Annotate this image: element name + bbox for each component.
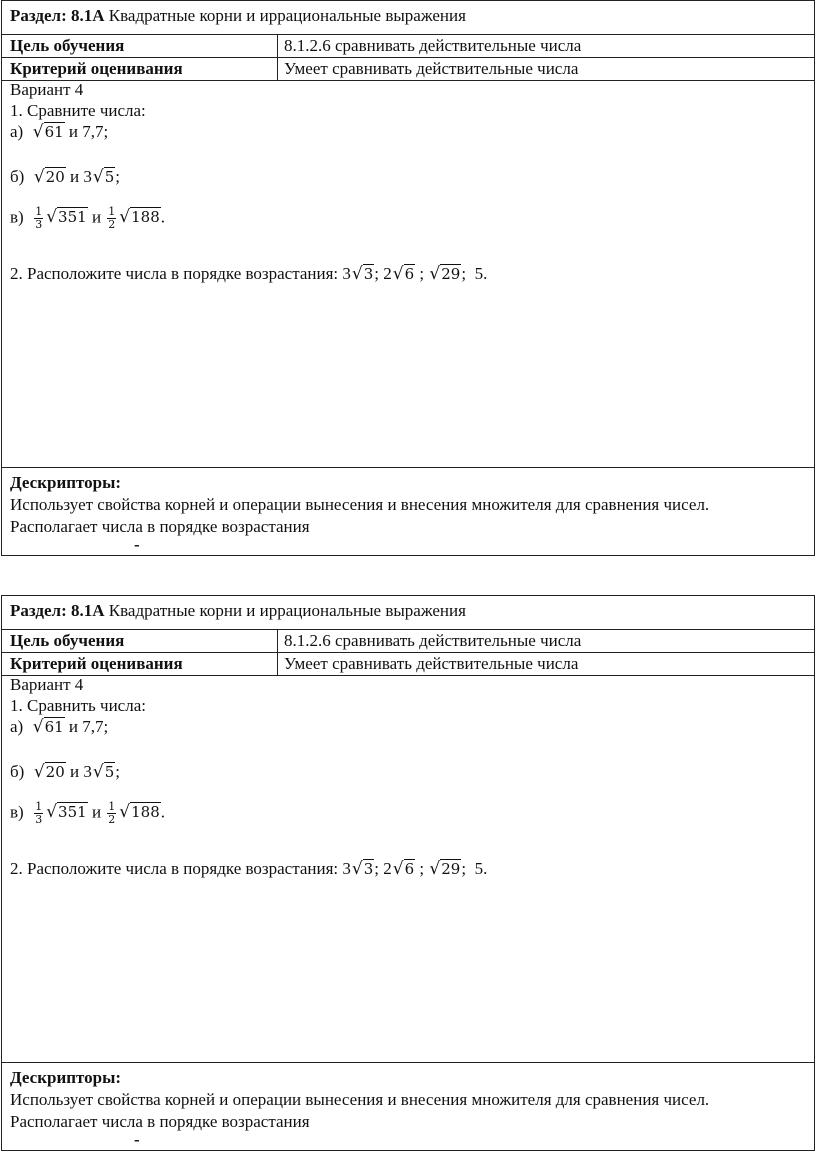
descriptor-1: Использует свойства корней и операции вынесения и внесения множителя для сравнения чисел. bbox=[10, 1090, 710, 1109]
radicand: 351 bbox=[58, 208, 87, 227]
sqrt-sign-icon: √ bbox=[92, 762, 104, 782]
goal-label: Цель обучения bbox=[10, 36, 125, 55]
descriptor-2: Располагает числа в порядке возрастания bbox=[10, 517, 310, 536]
sqrt-61 bbox=[32, 717, 65, 737]
section-title: Квадратные корни и иррациональные выражения bbox=[108, 6, 466, 25]
descriptor-2: Располагает числа в порядке возрастания bbox=[10, 1112, 310, 1131]
radicand: 3 bbox=[363, 265, 374, 283]
item-c-prefix: в) bbox=[10, 207, 24, 227]
sqrt-sign-icon: √ bbox=[32, 717, 44, 737]
sqrt-6 bbox=[392, 264, 415, 284]
sqrt-sign-icon: √ bbox=[392, 859, 404, 879]
variant-label: Вариант 4 bbox=[10, 675, 84, 694]
denominator: 2 bbox=[108, 813, 116, 826]
item-b-mid: и 3 bbox=[70, 762, 92, 781]
sep: ; bbox=[461, 264, 467, 283]
goal-row bbox=[2, 35, 814, 58]
t2-coef1: 3 bbox=[342, 264, 351, 283]
descriptor-dash: - bbox=[134, 1130, 140, 1149]
item-b-tail: ; bbox=[115, 762, 120, 781]
item-a-prefix: а) bbox=[10, 122, 24, 141]
sqrt-3 bbox=[351, 264, 374, 284]
radicand: 5 bbox=[104, 763, 115, 781]
sqrt-sign-icon: √ bbox=[46, 802, 58, 823]
criterion-label: Критерий оценивания bbox=[10, 654, 183, 673]
item-b bbox=[10, 762, 120, 782]
sqrt-5 bbox=[92, 167, 115, 187]
radicand: 188 bbox=[131, 208, 160, 227]
item-a-tail: и 7,7; bbox=[68, 717, 109, 736]
item-c-tail: . bbox=[160, 207, 166, 227]
sep: ; bbox=[461, 859, 467, 878]
sqrt-5 bbox=[92, 762, 115, 782]
item-c-mid: и bbox=[91, 207, 102, 227]
fraction bbox=[107, 206, 116, 231]
task2-text: 2. Расположите числа в порядке возрастания: bbox=[10, 859, 339, 878]
sqrt-sign-icon: √ bbox=[33, 167, 45, 187]
item-b-mid: и 3 bbox=[70, 167, 92, 186]
task2-line bbox=[10, 859, 487, 879]
sep: ; bbox=[374, 859, 380, 878]
descriptors-block bbox=[2, 1063, 814, 1150]
sqrt-sign-icon: √ bbox=[429, 859, 441, 879]
sqrt-29 bbox=[428, 264, 461, 284]
sqrt-20 bbox=[33, 167, 66, 187]
task-block bbox=[2, 676, 814, 1063]
variant-label: Вариант 4 bbox=[10, 80, 84, 99]
radicand: 29 bbox=[441, 860, 461, 878]
sqrt-3 bbox=[351, 859, 374, 879]
section-label: Раздел: 8.1А bbox=[10, 601, 105, 620]
item-a bbox=[10, 122, 108, 142]
sqrt-sign-icon: √ bbox=[392, 264, 404, 284]
numerator: 1 bbox=[108, 205, 116, 218]
assessment-sheet bbox=[1, 595, 815, 1151]
radicand: 5 bbox=[104, 168, 115, 186]
numerator: 1 bbox=[35, 800, 43, 813]
sqrt-sign-icon: √ bbox=[119, 802, 131, 823]
t2-last: 5. bbox=[474, 264, 488, 283]
item-c-mid: и bbox=[91, 802, 102, 822]
item-a bbox=[10, 717, 108, 737]
section-title: Квадратные корни и иррациональные выражения bbox=[108, 601, 466, 620]
criterion-value: Умеет сравнивать действительные числа bbox=[284, 59, 579, 78]
sqrt-sign-icon: √ bbox=[119, 207, 131, 228]
item-c-tail: . bbox=[160, 802, 166, 822]
denominator: 3 bbox=[35, 218, 43, 231]
task2-line bbox=[10, 264, 487, 284]
t2-last: 5. bbox=[474, 859, 488, 878]
task-block bbox=[2, 81, 814, 468]
sqrt-sign-icon: √ bbox=[351, 859, 363, 879]
goal-value: 8.1.2.6 сравнивать действительные числа bbox=[284, 36, 582, 55]
sqrt-188 bbox=[118, 207, 160, 227]
fraction bbox=[107, 801, 116, 826]
item-b-prefix: б) bbox=[10, 762, 25, 781]
section-row bbox=[2, 1, 814, 35]
radicand: 29 bbox=[441, 265, 461, 283]
radicand: 351 bbox=[58, 803, 87, 822]
task1-text: 1. Сравните числа: bbox=[10, 101, 146, 120]
radicand: 20 bbox=[45, 763, 65, 781]
radicand: 61 bbox=[44, 123, 64, 141]
sqrt-sign-icon: √ bbox=[429, 264, 441, 284]
sqrt-sign-icon: √ bbox=[351, 264, 363, 284]
task1-text: 1. Сравнить числа: bbox=[10, 696, 146, 715]
item-b-prefix: б) bbox=[10, 167, 25, 186]
sqrt-6 bbox=[392, 859, 415, 879]
item-a-tail: и 7,7; bbox=[68, 122, 109, 141]
criterion-value: Умеет сравнивать действительные числа bbox=[284, 654, 579, 673]
sqrt-sign-icon: √ bbox=[92, 167, 104, 187]
denominator: 2 bbox=[108, 218, 116, 231]
sqrt-188 bbox=[118, 802, 160, 822]
item-c bbox=[10, 801, 165, 826]
sqrt-29 bbox=[428, 859, 461, 879]
descriptor-dash: - bbox=[134, 535, 140, 554]
fraction bbox=[34, 801, 43, 826]
descriptors-title: Дескрипторы: bbox=[10, 473, 122, 492]
radicand: 188 bbox=[131, 803, 160, 822]
descriptor-1: Использует свойства корней и операции вынесения и внесения множителя для сравнения чисел. bbox=[10, 495, 710, 514]
sqrt-sign-icon: √ bbox=[32, 122, 44, 142]
task2-text: 2. Расположите числа в порядке возрастания: bbox=[10, 264, 339, 283]
item-a-prefix: а) bbox=[10, 717, 24, 736]
descriptors-block bbox=[2, 468, 814, 555]
item-c-prefix: в) bbox=[10, 802, 24, 822]
t2-coef1: 3 bbox=[342, 859, 351, 878]
goal-value: 8.1.2.6 сравнивать действительные числа bbox=[284, 631, 582, 650]
item-b-tail: ; bbox=[115, 167, 120, 186]
radicand: 61 bbox=[44, 718, 64, 736]
item-b bbox=[10, 167, 120, 187]
sqrt-sign-icon: √ bbox=[33, 762, 45, 782]
radicand: 3 bbox=[363, 860, 374, 878]
sqrt-351 bbox=[45, 802, 87, 822]
radicand: 6 bbox=[404, 265, 415, 283]
t2-coef2: 2 bbox=[383, 859, 392, 878]
numerator: 1 bbox=[35, 205, 43, 218]
sqrt-sign-icon: √ bbox=[46, 207, 58, 228]
radicand: 20 bbox=[45, 168, 65, 186]
fraction bbox=[34, 206, 43, 231]
criterion-row bbox=[2, 653, 814, 676]
goal-label: Цель обучения bbox=[10, 631, 125, 650]
criterion-row bbox=[2, 58, 814, 81]
goal-row bbox=[2, 630, 814, 653]
descriptors-title: Дескрипторы: bbox=[10, 1068, 122, 1087]
denominator: 3 bbox=[35, 813, 43, 826]
sqrt-20 bbox=[33, 762, 66, 782]
t2-coef2: 2 bbox=[383, 264, 392, 283]
numerator: 1 bbox=[108, 800, 116, 813]
sep: ; bbox=[374, 264, 380, 283]
sqrt-61 bbox=[32, 122, 65, 142]
section-row bbox=[2, 596, 814, 630]
section-label: Раздел: 8.1А bbox=[10, 6, 105, 25]
criterion-label: Критерий оценивания bbox=[10, 59, 183, 78]
sep: ; bbox=[419, 859, 425, 878]
item-c bbox=[10, 206, 165, 231]
sqrt-351 bbox=[45, 207, 87, 227]
assessment-sheet bbox=[1, 0, 815, 556]
radicand: 6 bbox=[404, 860, 415, 878]
sep: ; bbox=[419, 264, 425, 283]
